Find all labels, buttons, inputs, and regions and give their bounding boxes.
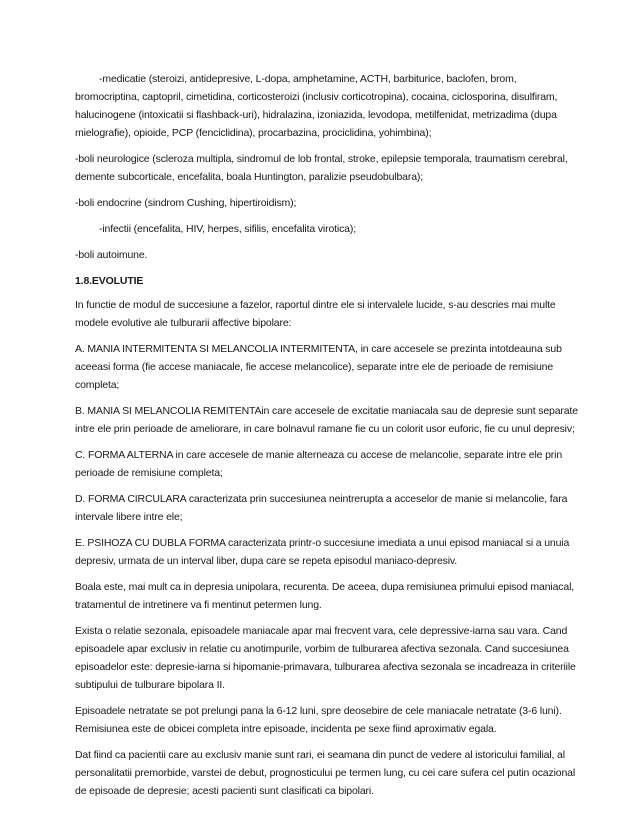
paragraph-form-d: D. FORMA CIRCULARA caracterizata prin succesiunea neintrerupta a acceselor de manie si melancolie, fara intervale libere intre ele; <box>75 493 568 523</box>
paragraph-sezonala: Exista o relatie sezonala, episoadele maniacale apar mai frecvent vara, cele depressive-iarna sau vara. Cand episoadele apar exclusiv in relatie cu anotimpurile, vorbim de tulburarea afectiva sezonala. Cand succesiunea episoadelor este: depresie-iarna si hipomanie-primavara, tulburarea afectiva sezonala se incadreaza in criteriile subtipului de tulburare bipolara II. <box>75 625 576 691</box>
paragraph-episoade-netratate: Episoadele netratate se pot prelungi pana la 6-12 luni, spre deosebire de cele maniacale netratate (3-6 luni). Remisiunea este de obicei completa intre episoade, incidenta pe sexe fiind aproximativ egala. <box>75 705 562 735</box>
paragraph-form-b: B. MANIA SI MELANCOLIA REMITENTAin care accesele de excitatie maniacala sau de depresie sunt separate intre ele prin perioade de ameliorare, in care bolnavul ramane fie cu un colorit usor euforic, fie cu unul depresiv; <box>75 405 578 435</box>
paragraph-intro-evolutie: In functie de modul de succesiune a fazelor, raportul dintre ele si intervalele lucide, s-au descries mai multe modele evolutive ale tulburarii affective bipolare: <box>75 299 556 329</box>
paragraph-boli-endocrine: -boli endocrine (sindrom Cushing, hipertiroidism); <box>75 197 297 209</box>
paragraph-recurenta: Boala este, mai mult ca in depresia unipolara, recurenta. De aceea, dupa remisiunea primului episod maniacal, tratamentul de intretinere va fi mentinut petermen lung. <box>75 581 575 611</box>
section-heading-evolutie: 1.8.EVOLUTIE <box>75 275 144 287</box>
paragraph-form-a: A. MANIA INTERMITENTA SI MELANCOLIA INTERMITENTA, in care accesele se prezinta intotdeauna sub aceeasi forma (fie accese maniacale, fie accese melancolice), separate intre ele de perioade de remisiune completa; <box>75 343 562 391</box>
paragraph-boli-autoimune: -boli autoimune. <box>75 249 148 261</box>
paragraph-pacienti-bipolari: Dat fiind ca pacientii care au exclusiv manie sunt rari, ei seamana din punct de vedere al istoricului familial, al personalitatii premorbide, varstei de debut, prognosticului pe termen lung, cu cei care sufera cel putin ocazional de episoade de depresie; acesti pacienti sunt clasificati ca bipolari. <box>75 749 576 797</box>
paragraph-form-c: C. FORMA ALTERNA in care accesele de manie alterneaza cu accese de melancolie, separate intre ele prin perioade de remisiune completa; <box>75 449 563 479</box>
paragraph-infectii: -infectii (encefalita, HIV, herpes, sifilis, encefalita virotica); <box>99 223 356 235</box>
paragraph-boli-neurologice: -boli neurologice (scleroza multipla, sindromul de lob frontal, stroke, epilepsie temporala, traumatism cerebral, demente subcorticale, encefalita, boala Huntington, paralizie pseudobulbara); <box>75 153 568 183</box>
paragraph-form-e: E. PSIHOZA CU DUBLA FORMA caracterizata printr-o succesiune imediata a unui episod maniacal si a unuia depresiv, urmata de un interval liber, dupa care se repeta episodul maniaco-depresiv. <box>75 537 570 567</box>
paragraph-medicatie: -medicatie (steroizi, antidepresive, L-dopa, amphetamine, ACTH, barbiturice, baclofen, brom, bromocriptina, captopril, cimetidina, corticosteroizi (inclusiv corticotropina), cocaina, ciclosporina, disulfiram, halucinogene (intoxicatii si flashback-uri), hidralazina, izoniazida, levodopa, metilfenidat, metrizadima (dupa mielografie), opioide, PCP (fenciclidina), procarbazina, prociclidina, yohimbina); <box>75 73 558 139</box>
